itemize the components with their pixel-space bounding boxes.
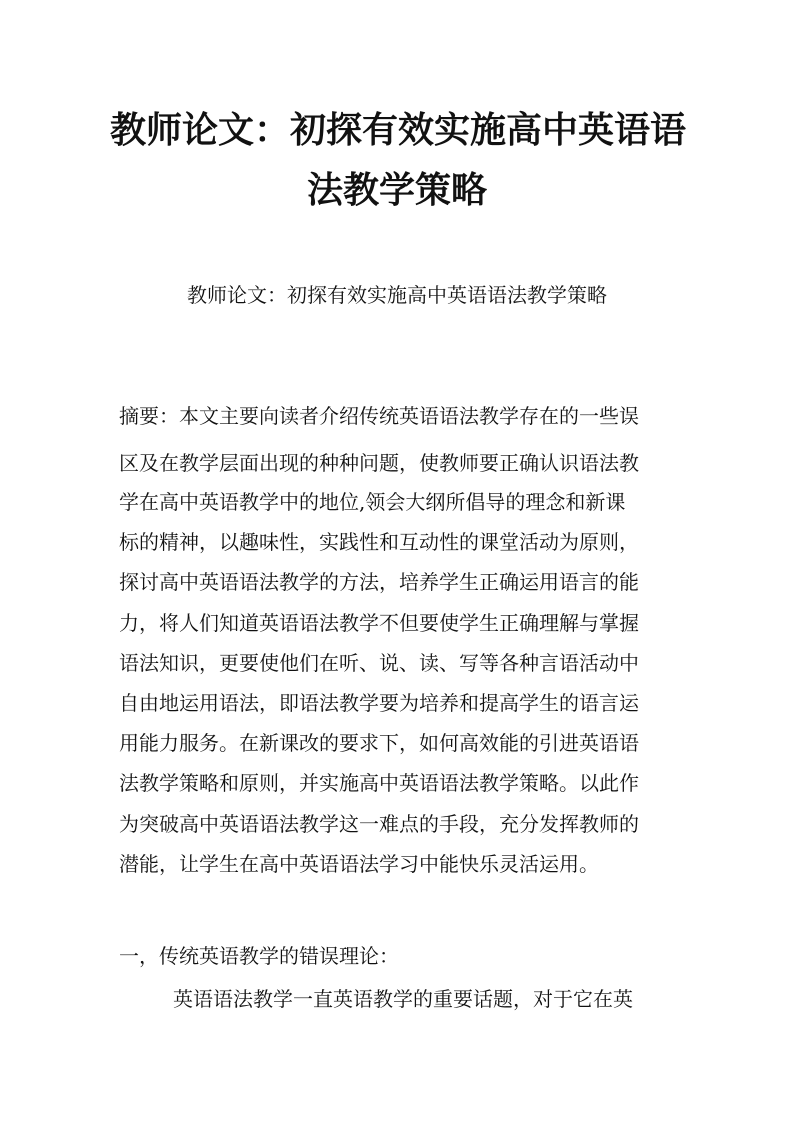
document-title-line-2: 法教学策略 (306, 169, 487, 211)
abstract-line: 法教学策略和原则，并实施高中英语语法教学策略。以此作 (119, 771, 639, 795)
abstract-line: 标的精神，以趣味性，实践性和互动性的课堂活动为原则， (119, 530, 639, 554)
abstract-line: 学在高中英语教学中的地位,领会大纲所倡导的理念和新课 (119, 490, 626, 514)
abstract-line: 用能力服务。在新课改的要求下，如何高效能的引进英语语 (119, 731, 639, 755)
paragraph-first-line: 英语语法教学一直英语教学的重要话题，对于它在英 (173, 987, 633, 1011)
section-heading: 一，传统英语教学的错误理论： (119, 944, 399, 968)
abstract-line: 潜能，让学生在高中英语语法学习中能快乐灵活运用。 (119, 852, 599, 876)
abstract-line: 力，将人们知道英语语法教学不但要使学生正确理解与掌握 (119, 611, 639, 635)
abstract-line: 为突破高中英语语法教学这一难点的手段，充分发挥教师的 (119, 812, 639, 836)
abstract-line: 探讨高中英语语法教学的方法，培养学生正确运用语言的能 (119, 570, 639, 594)
abstract-line: 自由地运用语法，即语法教学要为培养和提高学生的语言运 (119, 691, 639, 715)
document-title-line-1: 教师论文：初探有效实施高中英语语 (110, 109, 687, 151)
abstract-line: 语法知识，更要使他们在听、说、读、写等各种言语活动中 (119, 651, 639, 675)
document-subtitle: 教师论文：初探有效实施高中英语语法教学策略 (187, 283, 607, 307)
abstract-line: 区及在教学层面出现的种种问题，使教师要正确认识语法教 (119, 451, 639, 475)
abstract-line: 摘要：本文主要向读者介绍传统英语语法教学存在的一些误 (119, 404, 639, 428)
